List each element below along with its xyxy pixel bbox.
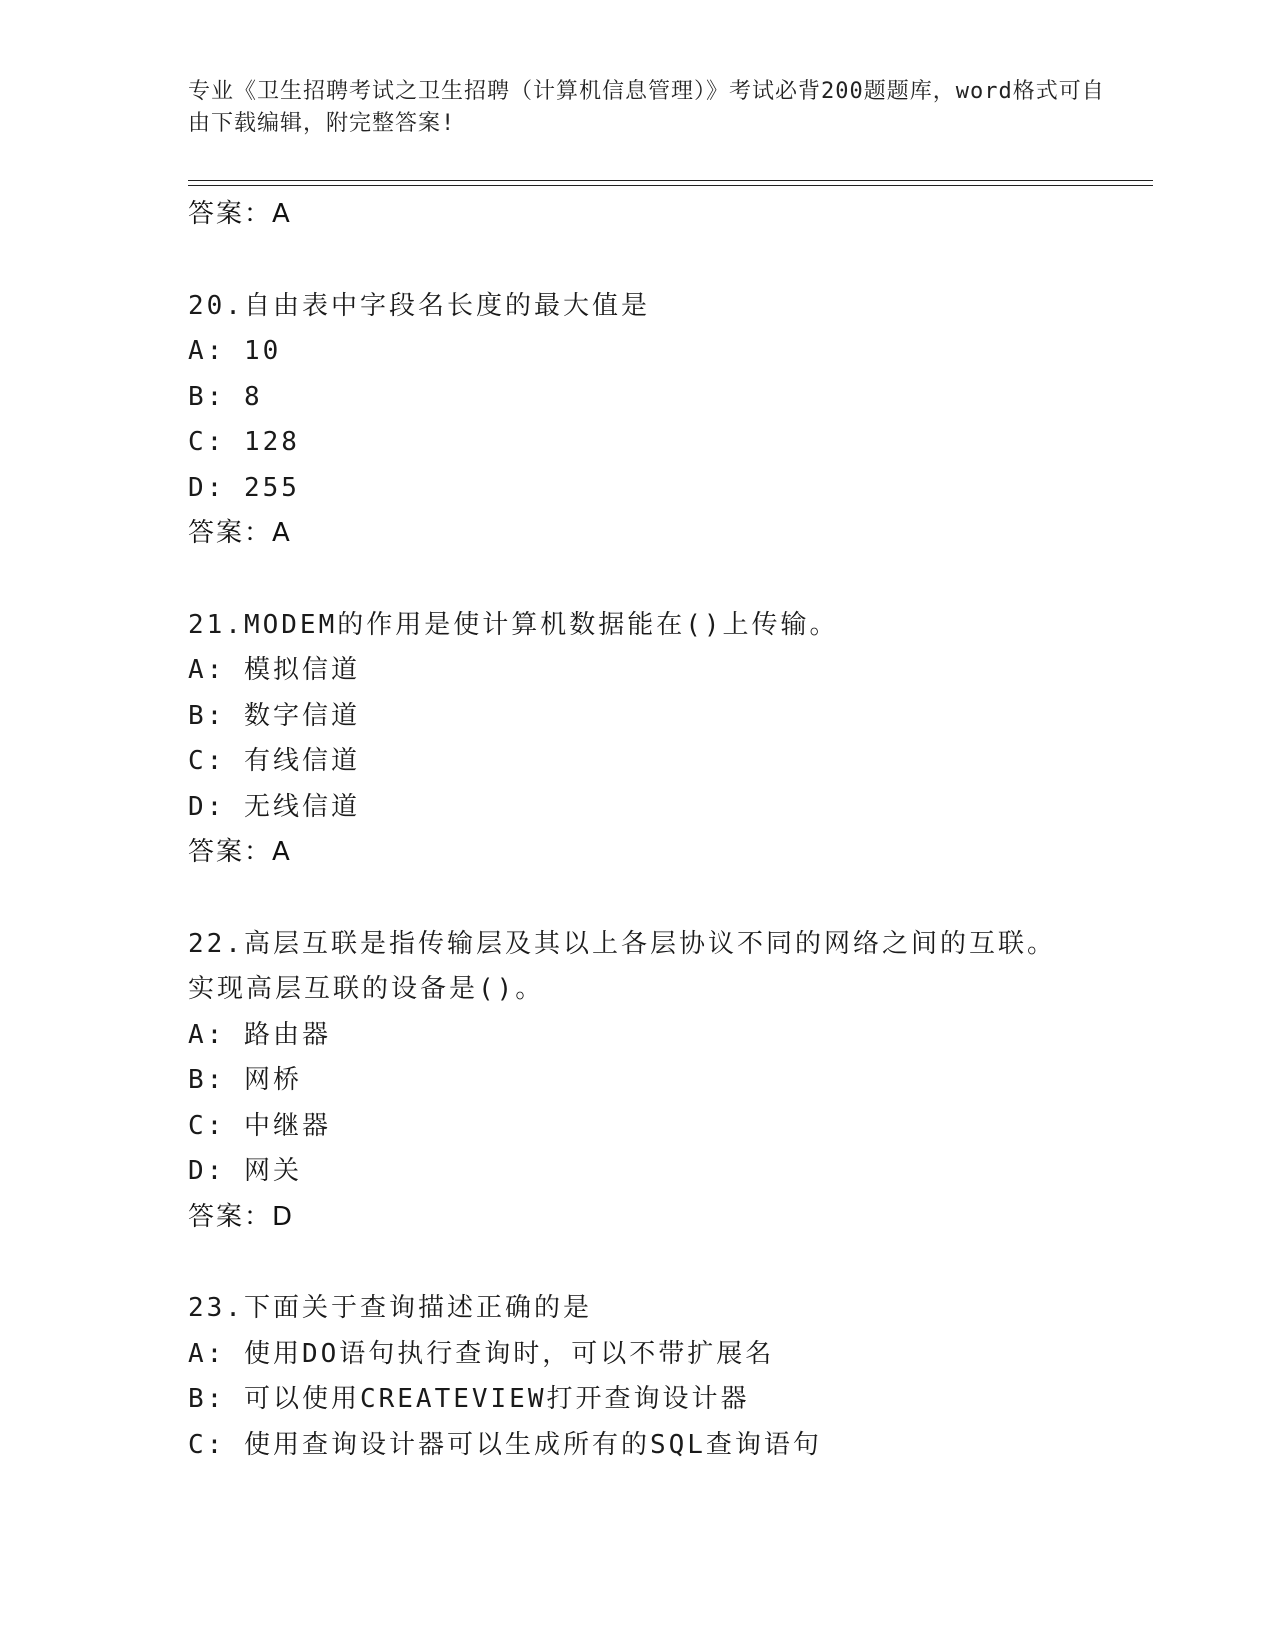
question-block bbox=[188, 922, 1153, 1241]
option-c: C: 中继器 bbox=[188, 1110, 331, 1141]
option-a: A: 模拟信道 bbox=[188, 655, 360, 685]
answer-text: 答案：D bbox=[188, 1201, 295, 1232]
option-c: C: 128 bbox=[188, 427, 300, 457]
answer-text: 答案：A bbox=[188, 837, 292, 867]
option-c: C: 使用查询设计器可以生成所有的SQL查询语句 bbox=[188, 1429, 822, 1460]
question-text: 20.自由表中字段名长度的最大值是 bbox=[188, 290, 650, 321]
header-rule-top bbox=[188, 180, 1153, 181]
question-list bbox=[188, 192, 1153, 1468]
option-b: B: 可以使用CREATEVIEW打开查询设计器 bbox=[188, 1384, 750, 1414]
option-d: D: 无线信道 bbox=[188, 791, 360, 822]
option-b: B: 8 bbox=[188, 381, 263, 412]
option-c: C: 有线信道 bbox=[188, 746, 360, 776]
question-block bbox=[188, 1286, 1153, 1468]
question-block bbox=[188, 603, 1153, 876]
question-block bbox=[188, 284, 1153, 557]
question-text: 22.高层互联是指传输层及其以上各层协议不同的网络之间的互联。实现高层互联的设备是()。 bbox=[188, 928, 1056, 1004]
answer-text: 答案：A bbox=[188, 199, 292, 229]
option-b: B: 网桥 bbox=[188, 1065, 302, 1095]
question-text: 23.下面关于查询描述正确的是 bbox=[188, 1293, 592, 1323]
option-a: A: 使用DO语句执行查询时，可以不带扩展名 bbox=[188, 1338, 775, 1369]
question-text: 21.MODEM的作用是使计算机数据能在()上传输。 bbox=[188, 609, 839, 640]
option-d: D: 255 bbox=[188, 472, 300, 503]
document-header: 专业《卫生招聘考试之卫生招聘（计算机信息管理）》考试必背200题题库，word格式可自由下载编辑，附完整答案! bbox=[188, 79, 1105, 136]
option-a: A: 路由器 bbox=[188, 1019, 331, 1050]
answer-text: 答案：A bbox=[188, 518, 292, 548]
option-d: D: 网关 bbox=[188, 1156, 302, 1186]
option-a: A: 10 bbox=[188, 336, 282, 366]
header-rule-bottom bbox=[188, 185, 1153, 186]
option-b: B: 数字信道 bbox=[188, 700, 360, 731]
